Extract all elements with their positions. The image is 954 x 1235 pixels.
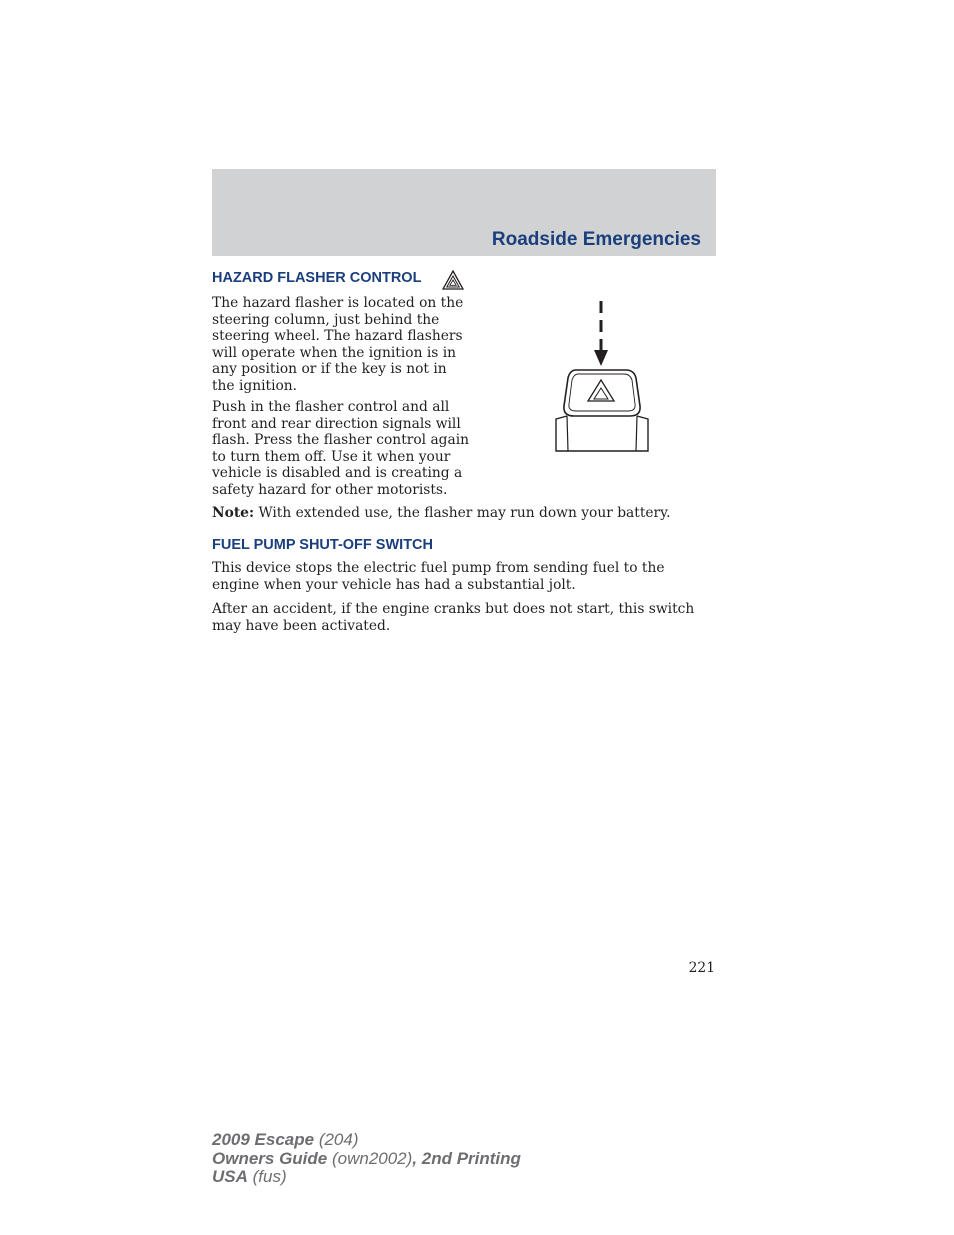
fuel-pump-paragraph-1: This device stops the electric fuel pump from sending fuel to the engine when your vehicle has had a substantial jolt.	[212, 560, 665, 593]
hazard-paragraph-1: The hazard flasher is located on the steering column, just behind the steering wheel. The hazard flashers will operate when the ignition is in any position or if the key is not in the ignition.	[212, 295, 464, 394]
footer-line-1: 2009 Escape (204)	[212, 1130, 359, 1149]
fuel-pump-paragraph-2: After an accident, if the engine cranks but does not start, this switch may have been activated.	[212, 601, 695, 634]
document-footer	[212, 1131, 521, 1187]
note-text: With extended use, the flasher may run down your battery.	[254, 505, 671, 521]
hazard-triangle-icon	[442, 270, 464, 290]
hazard-note	[212, 505, 716, 522]
section-title: Roadside Emergencies	[491, 229, 701, 250]
hazard-flasher-heading: HAZARD FLASHER CONTROL	[212, 270, 422, 286]
footer-line-3: USA (fus)	[212, 1167, 287, 1186]
hazard-paragraph-2: Push in the flasher control and all front and rear direction signals will flash. Press the flasher control again to turn them off. Use it when your vehicle is disabled and is creating a safety hazard for other motorists.	[212, 399, 470, 498]
note-label: Note:	[212, 505, 255, 521]
page-number: 221	[688, 960, 715, 976]
section-header-band	[212, 169, 716, 256]
fuel-pump-heading: FUEL PUMP SHUT-OFF SWITCH	[212, 537, 433, 553]
footer-line-2: Owners Guide (own2002), 2nd Printing	[212, 1148, 521, 1168]
hazard-flasher-button-illustration	[550, 298, 656, 456]
